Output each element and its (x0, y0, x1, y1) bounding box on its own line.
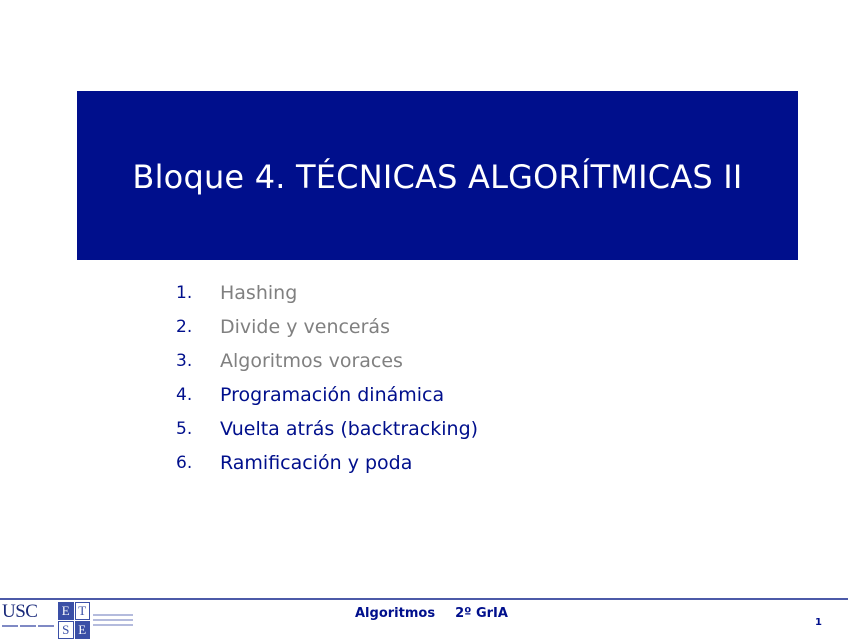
topic-item-branch-bound (176, 446, 478, 480)
topic-item-hashing (176, 276, 478, 310)
topic-number: 4. (176, 385, 193, 405)
topic-item-backtracking (176, 412, 478, 446)
topic-label: Hashing (220, 282, 298, 304)
footer-divider (0, 598, 848, 600)
etse-letter: E (58, 602, 74, 620)
page-number: 1 (815, 617, 822, 628)
topic-item-divide (176, 310, 478, 344)
topic-number: 6. (176, 453, 193, 473)
slide-title: Bloque 4. TÉCNICAS ALGORÍTMICAS II (132, 158, 743, 196)
topic-number: 5. (176, 419, 193, 439)
topic-label: Divide y vencerás (220, 316, 390, 338)
title-banner (77, 91, 798, 260)
topic-item-dynamic (176, 378, 478, 412)
usc-logo-text: USC (2, 601, 38, 622)
topic-item-greedy (176, 344, 478, 378)
footer-course: 2º GrIA (455, 606, 508, 621)
topic-label: Ramificación y poda (220, 452, 413, 474)
topic-number: 2. (176, 317, 193, 337)
topic-number: 3. (176, 351, 193, 371)
topic-label: Programación dinámica (220, 384, 445, 406)
usc-logo-subtitle (2, 623, 56, 627)
topic-number: 1. (176, 283, 193, 303)
footer-subject: Algoritmos (355, 606, 436, 621)
etse-logo (58, 602, 90, 637)
topic-label: Vuelta atrás (backtracking) (220, 418, 479, 440)
etse-letter: T (75, 602, 91, 620)
etse-letter: E (75, 621, 91, 639)
etse-logo-caption (93, 614, 133, 629)
usc-logo (2, 602, 56, 634)
topic-list (176, 276, 478, 480)
etse-letter: S (58, 621, 74, 639)
topic-label: Algoritmos voraces (220, 350, 403, 372)
footer-course-label (355, 606, 508, 621)
